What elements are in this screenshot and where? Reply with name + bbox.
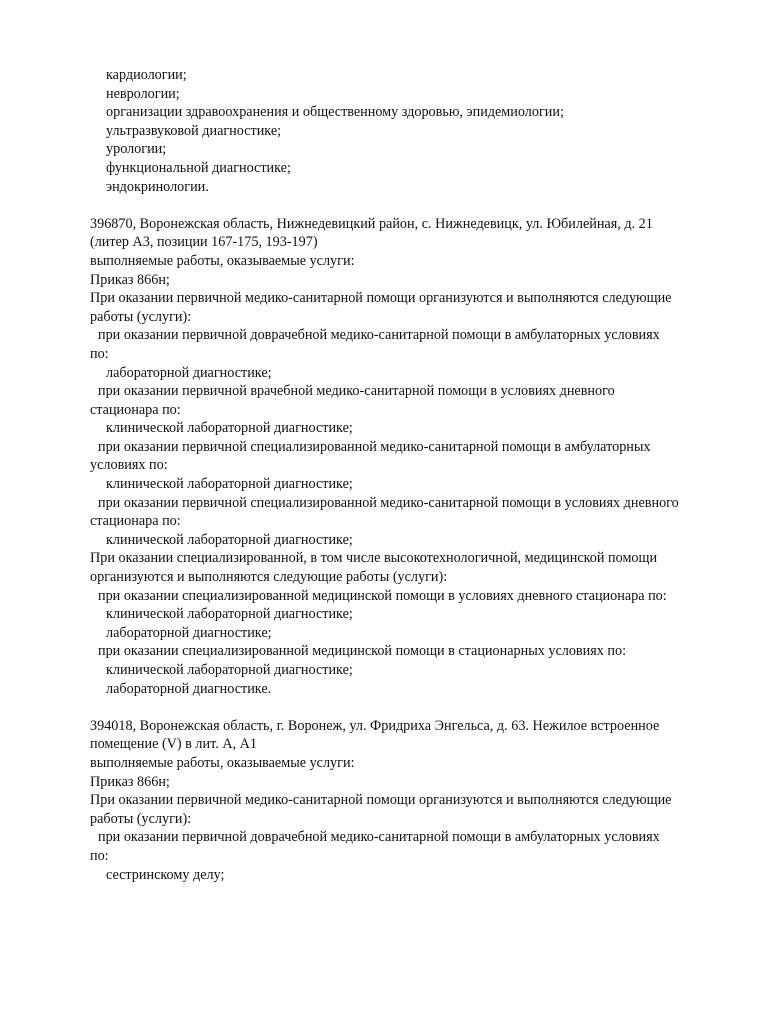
care-condition: стационара по:: [90, 401, 181, 418]
section-intro: работы (услуги):: [90, 810, 192, 827]
paragraph-gap: [90, 196, 750, 215]
specialty-item: функциональной диагностике;: [106, 159, 291, 176]
address-line: 394018, Воронежская область, г. Воронеж, ул. Фридриха Энгельса, д. 63. Нежилое встроенное: [90, 717, 660, 734]
care-condition: стационара по:: [90, 513, 181, 530]
specialty-item: эндокринологии.: [106, 178, 209, 195]
service-item: лабораторной диагностике;: [106, 624, 272, 641]
care-condition: при оказании первичной специализированной медико-санитарной помощи в условиях дневного: [98, 494, 679, 511]
service-item: клинической лабораторной диагностике;: [106, 606, 353, 623]
specialty-item: организации здравоохранения и общественному здоровью, эпидемиологии;: [106, 104, 564, 121]
address-line: помещение (V) в лит. А, А1: [90, 736, 258, 753]
specialty-item: урологии;: [106, 141, 167, 158]
section-intro: При оказании первичной медико-санитарной помощи организуются и выполняются следующие: [90, 792, 672, 809]
service-item: сестринскому делу;: [106, 866, 225, 883]
address-line: 396870, Воронежская область, Нижнедевицкий район, с. Нижнедевицк, ул. Юбилейная, д. 21: [90, 215, 653, 232]
care-condition: по:: [90, 847, 109, 864]
service-item: клинической лабораторной диагностике;: [106, 662, 353, 678]
section-intro: работы (услуги):: [90, 308, 192, 325]
care-condition: при оказании первичной доврачебной медико-санитарной помощи в амбулаторных условиях: [98, 829, 660, 846]
care-condition: при оказании первичной доврачебной медико-санитарной помощи в амбулаторных условиях: [98, 327, 660, 344]
service-item: лабораторной диагностике.: [106, 680, 272, 697]
care-condition: по:: [90, 345, 109, 362]
section-intro: При оказании специализированной, в том числе высокотехнологичной, медицинской помощи: [90, 550, 658, 567]
specialty-item: кардиологии;: [106, 67, 187, 83]
service-item: клинической лабораторной диагностике;: [106, 531, 353, 548]
service-item: клинической лабораторной диагностике;: [106, 420, 353, 437]
care-condition: при оказании специализированной медицинской помощи в стационарных условиях по:: [98, 643, 627, 660]
section-intro: При оказании первичной медико-санитарной помощи организуются и выполняются следующие: [90, 290, 672, 307]
specialty-item: ультразвуковой диагностике;: [106, 122, 282, 139]
address-line: (литер А3, позиции 167-175, 193-197): [90, 234, 318, 251]
order-reference: Приказ 866н;: [90, 773, 170, 790]
care-condition: при оказании первичной врачебной медико-санитарной помощи в условиях дневного: [98, 383, 615, 400]
section-intro: организуются и выполняются следующие работы (услуги):: [90, 569, 448, 586]
services-label: выполняемые работы, оказываемые услуги:: [90, 754, 355, 771]
service-item: клинической лабораторной диагностике;: [106, 476, 353, 493]
document-body: [90, 66, 750, 884]
care-condition: при оказании специализированной медицинской помощи в условиях дневного стационара по:: [98, 587, 667, 604]
specialty-item: неврологии;: [106, 85, 180, 102]
care-condition: при оказании первичной специализированной медико-санитарной помощи в амбулаторных: [98, 438, 651, 455]
service-item: лабораторной диагностике;: [106, 364, 272, 381]
services-label: выполняемые работы, оказываемые услуги:: [90, 252, 355, 269]
order-reference: Приказ 866н;: [90, 271, 170, 288]
paragraph-gap: [90, 698, 750, 717]
care-condition: условиях по:: [90, 457, 168, 474]
